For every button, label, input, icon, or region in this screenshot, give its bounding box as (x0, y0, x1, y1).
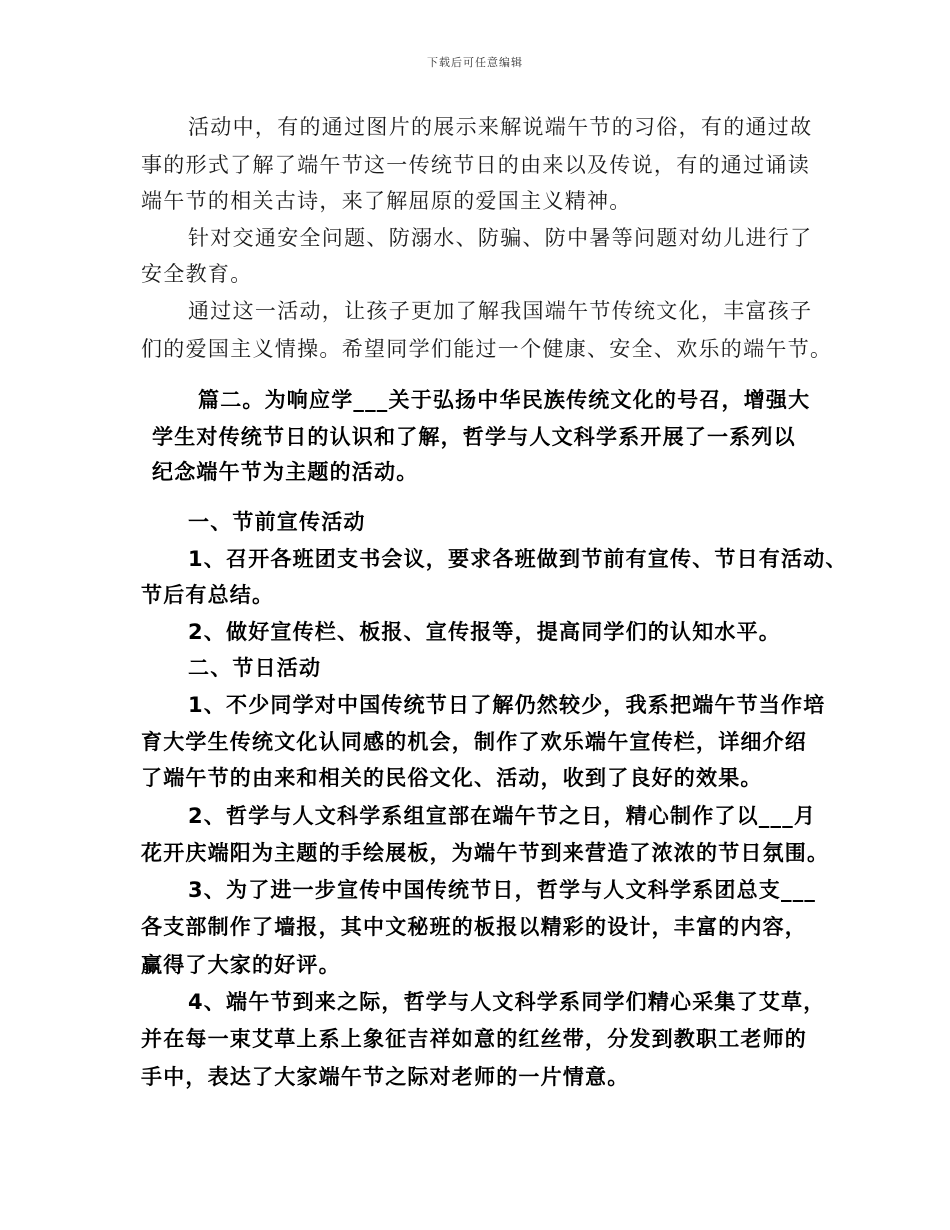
list-item-line: 手中，表达了大家端午节之际对老师的一片情意。 (141, 1065, 630, 1089)
list-item-line: 3、为了进一步宣传中国传统节日，哲学与人文科学系团总支___ (188, 878, 817, 902)
intro-line: 学生对传统节日的认识和了解，哲学与人文科学系开展了一系列以 (152, 425, 796, 449)
paragraph-line: 通过这一活动，让孩子更加了解我国端午节传统文化，丰富孩子 (188, 299, 813, 323)
list-item-line: 2、做好宣传栏、板报、宣传报等，提高同学们的认知水平。 (188, 620, 782, 644)
list-item-line: 1、召开各班团支书会议，要求各班做到节前有宣传、节日有活动、 (188, 547, 848, 571)
paragraph-line: 事的形式了解了端午节这一传统节日的由来以及传说，有的通过诵读 (141, 153, 810, 177)
list-item-line: 2、哲学与人文科学系组宣部在端午节之日，精心制作了以___月 (188, 804, 817, 828)
list-item-line: 育大学生传统文化认同感的机会，制作了欢乐端午宣传栏，详细介绍 (141, 730, 807, 754)
list-item-line: 了端午节的由来和相关的民俗文化、活动，收到了良好的效果。 (141, 766, 763, 790)
intro-line: 纪念端午节为主题的活动。 (152, 460, 419, 484)
paragraph-line: 活动中，有的通过图片的展示来解说端午节的习俗，有的通过故 (188, 115, 813, 139)
list-item-line: 赢得了大家的好评。 (141, 953, 341, 977)
list-item-line: 1、不少同学对中国传统节日了解仍然较少，我系把端午节当作培 (188, 693, 826, 717)
list-item-line: 4、端午节到来之际，哲学与人文科学系同学们精心采集了艾草， (188, 990, 826, 1014)
list-item-line: 各支部制作了墙报，其中文秘班的板报以精彩的设计，丰富的内容， (141, 915, 807, 939)
list-item-line: 节后有总结。 (141, 583, 275, 607)
paragraph-line: 端午节的相关古诗，来了解屈原的爱国主义精神。 (141, 189, 632, 213)
section-heading: 一、节前宣传活动 (188, 510, 366, 534)
list-item-line: 花开庆端阳为主题的手绘展板，为端午节到来营造了浓浓的节日氛围。 (141, 841, 830, 865)
paragraph-line: 安全教育。 (141, 262, 253, 286)
section-heading: 二、节日活动 (188, 656, 322, 680)
paragraph-line: 们的爱国主义情操。希望同学们能过一个健康、安全、欢乐的端午节。 (141, 337, 833, 361)
list-item-line: 并在每一束艾草上系上象征吉祥如意的红丝带，分发到教职工老师的 (141, 1027, 807, 1051)
intro-line: 篇二。为响应学___关于弘扬中华民族传统文化的号召，增强大 (198, 388, 811, 412)
page-header: 下载后可任意编辑 (427, 56, 523, 69)
paragraph-line: 针对交通安全问题、防溺水、防骗、防中暑等问题对幼儿进行了 (188, 226, 813, 250)
